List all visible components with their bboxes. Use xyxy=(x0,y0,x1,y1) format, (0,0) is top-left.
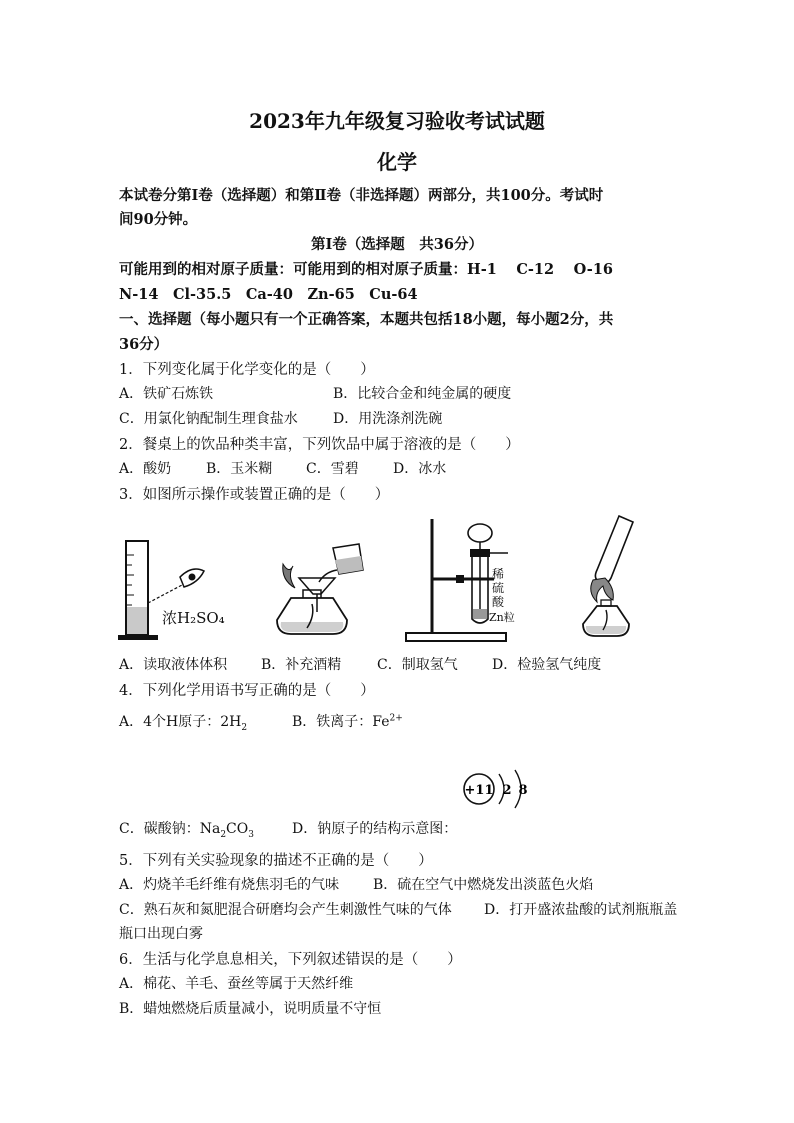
q6-option-a: A．棉花、羊毛、蚕丝等属于天然纤维 xyxy=(119,976,354,992)
q5-option-d: D．打开盛浓盐酸的试剂瓶瓶盖 xyxy=(484,902,678,918)
figure-c-acid-label-1: 稀 xyxy=(492,567,505,581)
q4-option-a xyxy=(119,711,247,733)
q2-option-c: C．雪碧 xyxy=(306,461,359,477)
q3-option-d: D．检验氢气纯度 xyxy=(492,657,602,673)
q1-option-c: C．用氯化钠配制生理食盐水 xyxy=(119,411,298,427)
figure-c-zinc-label: Zn粒 xyxy=(489,611,515,624)
section-heading-1: 一、选择题（每小题只有一个正确答案，本题共包括18小题，每小题2分，共 xyxy=(119,311,614,328)
q4-option-c xyxy=(119,818,254,840)
sodium-atom-diagram xyxy=(459,766,539,812)
q4-option-c-text: C．碳酸钠：Na xyxy=(119,821,221,837)
q6-option-b: B．蜡烛燃烧后质量减小，说明质量不守恒 xyxy=(119,1001,382,1017)
q5-option-b: B．硫在空气中燃烧发出淡蓝色火焰 xyxy=(373,877,594,893)
q4-option-c-sub1: 2 xyxy=(220,829,227,840)
figure-a-cylinder xyxy=(118,535,238,645)
q4-option-c-mid: CO xyxy=(226,821,249,837)
q3-option-b: B．补充酒精 xyxy=(261,657,342,673)
q4-stem: 4．下列化学用语书写正确的是（ ） xyxy=(119,683,375,699)
exam-title: 2023年九年级复习验收考试试题 xyxy=(249,109,545,133)
q2-option-b: B．玉米糊 xyxy=(206,461,273,477)
q1-option-d: D．用洗涤剂洗碗 xyxy=(333,411,443,427)
figure-c-acid-label-3: 酸 xyxy=(492,595,505,609)
q4-option-c-sub2: 3 xyxy=(248,829,254,840)
q4-option-a-text: A．4个H原子：2H xyxy=(119,714,242,730)
q1-option-a: A．铁矿石炼铁 xyxy=(119,386,214,402)
figure-c-hydrogen-setup xyxy=(402,515,532,645)
q1-stem: 1．下列变化属于化学变化的是（ ） xyxy=(119,362,375,378)
q4-option-b-text: B．铁离子：Fe xyxy=(292,714,390,730)
q3-option-c: C．制取氢气 xyxy=(377,657,458,673)
nucleus-charge: +11 xyxy=(464,783,494,798)
figure-c-acid-label-2: 硫 xyxy=(492,581,505,595)
q2-option-a: A．酸奶 xyxy=(119,461,172,477)
figure-a-label: 浓H₂SO₄ xyxy=(162,609,225,627)
q5-option-d-continued: 瓶口出现白雾 xyxy=(119,926,203,942)
atomic-mass-line-2: N-14 Cl-35.5 Ca-40 Zn-65 Cu-64 xyxy=(119,286,418,303)
intro-line-1: 本试卷分第Ⅰ卷（选择题）和第Ⅱ卷（非选择题）两部分，共100分。考试时 xyxy=(119,187,604,204)
subject-title: 化学 xyxy=(377,150,417,174)
intro-line-2: 间90分钟。 xyxy=(119,211,198,228)
q5-stem: 5．下列有关实验现象的描述不正确的是（ ） xyxy=(119,853,433,869)
q6-stem: 6．生活与化学息息相关，下列叙述错误的是（ ） xyxy=(119,952,462,968)
shell-1-count: 2 xyxy=(502,783,512,798)
q4-option-a-subscript: 2 xyxy=(241,722,248,733)
figure-b-alcohol-lamp xyxy=(263,540,383,645)
figure-d-purity-test xyxy=(575,512,645,644)
q2-stem: 2．餐桌上的饮品种类丰富，下列饮品中属于溶液的是（ ） xyxy=(119,437,520,453)
section-heading-2: 36分） xyxy=(119,336,169,353)
q3-stem: 3．如图所示操作或装置正确的是（ ） xyxy=(119,487,390,503)
shell-2-count: 8 xyxy=(518,783,528,798)
q4-option-b-superscript: 2+ xyxy=(389,713,403,724)
part1-heading: 第Ⅰ卷（选择题 共36分） xyxy=(311,236,483,253)
q1-option-b: B．比较合金和纯金属的硬度 xyxy=(333,386,512,402)
q3-option-a: A．读取液体体积 xyxy=(119,657,228,673)
atomic-mass-line-1: 可能用到的相对原子质量：可能用到的相对原子质量：H-1 C-12 O-16 xyxy=(119,261,613,278)
q4-option-d: D．钠原子的结构示意图： xyxy=(292,821,458,837)
q2-option-d: D．冰水 xyxy=(393,461,447,477)
q5-option-c: C．熟石灰和氮肥混合研磨均会产生刺激性气味的气体 xyxy=(119,902,452,918)
q5-option-a: A．灼烧羊毛纤维有烧焦羽毛的气味 xyxy=(119,877,340,893)
q4-option-b xyxy=(292,711,403,731)
